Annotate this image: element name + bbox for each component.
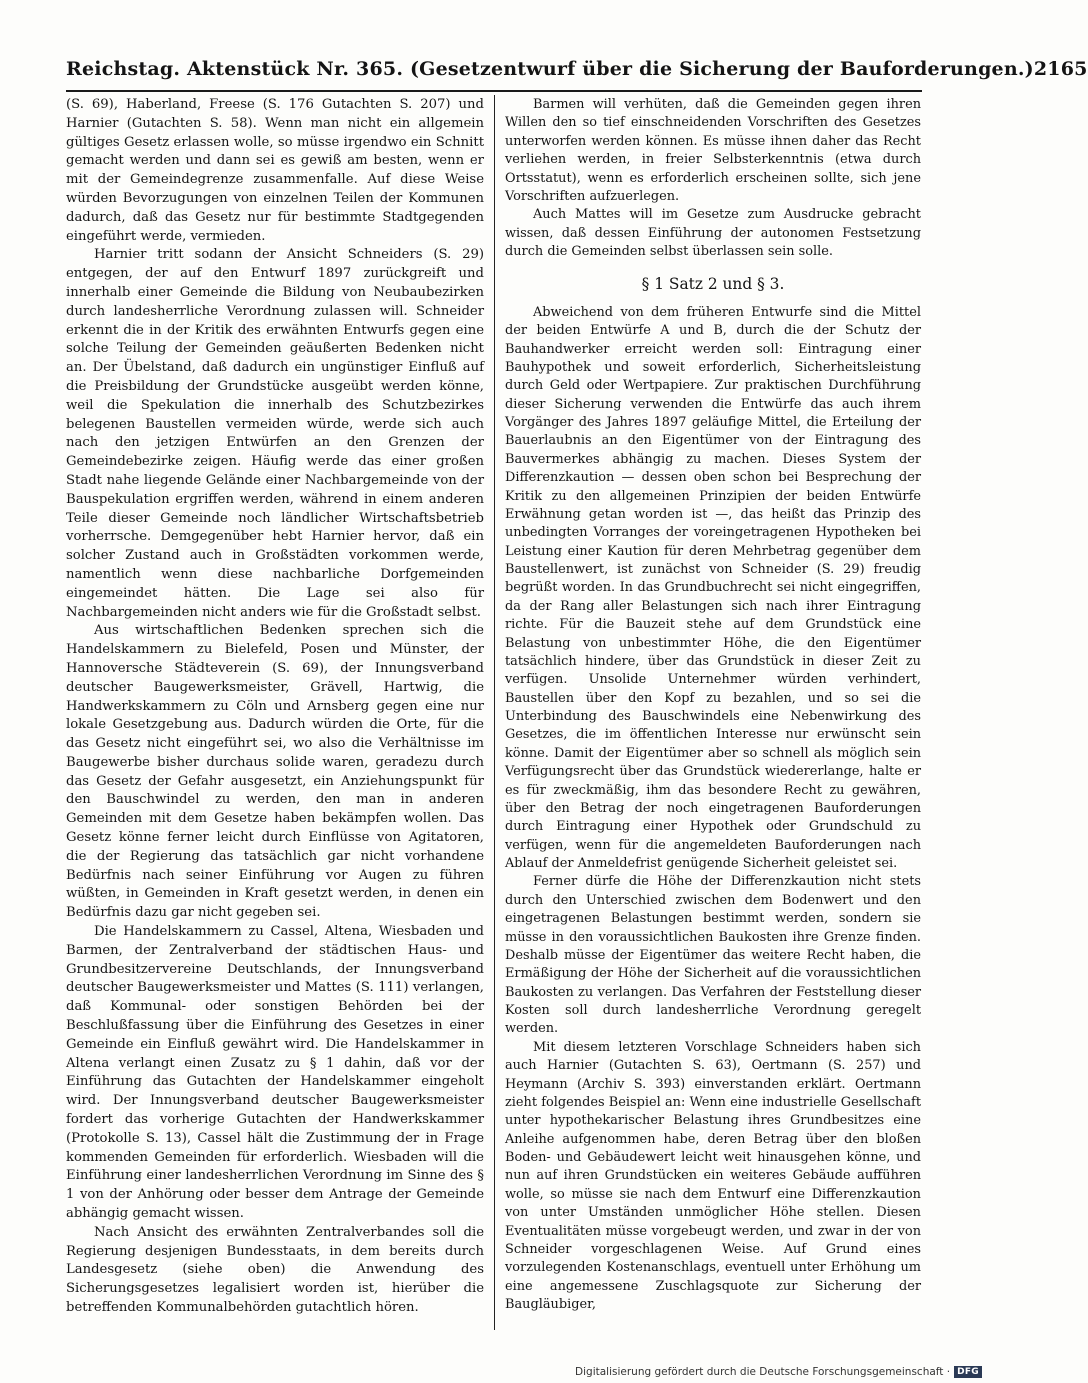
right-column xyxy=(505,96,921,1314)
paragraph: Barmen will verhüten, daß die Gemeinden gegen ihren Willen den so tief einschneidenden Vorschriften des Gesetzes unterworfen werden können. Es müsse ihnen daher das Recht verliehen werden, in freier Selbsterkenntnis (etwa durch Ortsstatut), wenn es erforderlich erscheinen sollte, sich jene Vorschriften aufzuerlegen. xyxy=(505,97,921,204)
paragraph: Mit diesem letzteren Vorschlage Schneiders haben sich auch Harnier (Gutachten S. 63), Oertmann (S. 257) und Heymann (Archiv S. 393) einverstanden erklärt. Oertmann zieht folgendes Beispiel an: Wenn eine industrielle Gesellschaft unter hypothekarischer Belastung ihres Grundbesitzes eine Anleihe aufgenommen habe, deren Betrag über den bloßen Boden- und Gebäudewert leicht weit hinausgehen könne, und nun auf ihren Grundstücken ein weiteres Gebäude aufführen wolle, so müsse sie nach dem Entwurf eine Differenzkaution von unter Umständen unmöglicher Höhe stellen. Diesen Eventualitäten müsse vorgebeugt werden, und zwar in der von Schneider vorgeschlagenen Weise. Auf Grund eines vorzulegenden Kostenanschlags, eventuell unter Erhöhung um eine angemessene Zuschlagsquote zur Sicherung der Baugläubiger, xyxy=(505,1039,921,1312)
left-column xyxy=(66,96,484,1318)
paragraph: Ferner dürfe die Höhe der Differenzkaution nicht stets durch den Unterschied zwischen dem Bodenwert und den eingetragenen Belastungen bestimmt werden, sondern sie müsse in den voraussichtlichen Baukosten ihre Grenze finden. Deshalb müsse der Eigentümer das weitere Recht haben, die Ermäßigung der Höhe der Sicherheit auf die voraussichtlichen Baukosten zu verlangen. Das Verfahren der Feststellung dieser Kosten soll durch landesherrliche Verordnung geregelt werden. xyxy=(505,874,921,1037)
section-heading: § 1 Satz 2 und § 3. xyxy=(641,275,785,294)
running-header xyxy=(66,58,1088,88)
paragraph: (S. 69), Haberland, Freese (S. 176 Gutachten S. 207) und Harnier (Gutachten S. 58). Wenn man nicht ein allgemein gültiges Gesetz erlassen wolle, so müsse irgendwo ein Schnitt gemacht werden und dann sei es gewiß am besten, wenn er mit der Gemeindegrenze zusammenfalle. Auf diese Weise würden Bevorzugungen von einzelnen Teilen der Kommunen dadurch, daß das Gesetz nur für bestimmte Stadtgegenden eingeführt werde, vermieden. xyxy=(66,97,484,244)
paragraph: Abweichend von dem früheren Entwurfe sind die Mittel der beiden Entwürfe A und B, durch die der Schutz der Bauhandwerker erreicht werden soll: Eintragung einer Bauhypothek und soweit erforderlich, Sicherheitsleistung durch Geld oder Wertpapiere. Zur praktischen Durchführung dieser Sicherung verwenden die Entwürfe das auch ihrem Vorgänger des Jahres 1897 geläufige Mittel, die Erteilung der Bauerlaubnis an den Eigentümer von der Eintragung des Bauvermerkes abhängig zu machen. Dieses System der Differenzkaution — dessen oben schon bei Besprechung der Kritik zu den allgemeinen Prinzipien der beiden Entwürfe Erwähnung getan worden ist —, das heißt das Prinzip des unbedingten Vorranges der voreingetragenen Hypotheken bei Leistung einer Kaution für deren Mehrbetrag gegenüber dem Baustellenwert, ist zunächst von Schneider (S. 29) freudig begrüßt worden. In das Grundbuchrecht sei nicht eingegriffen, da der Rang aller Belastungen sich nach ihrer Eintragung richte. Für die Bauzeit stehe auf dem Grundstück eine Belastung von unbestimmter Höhe, die den Eigentümer tatsächlich hindere, über das Grundstück in dieser Zeit zu verfügen. Unsolide Unternehmer würden verhindert, Baustellen über den Kopf zu bezahlen, und so sei die Unterbindung des Bauschwindels eine Nebenwirkung des Gesetzes, die im öffentlichen Interesse nur erwünscht sein könne. Damit der Eigentümer aber so schnell als möglich sein Verfügungsrecht über das Grundstück wiedererlange, halte er es für zweckmäßig, ihm das besondere Recht zu gewähren, über den Betrag der noch eingetragenen Bauforderungen durch Eintragung einer Hypothek oder Grundschuld zu verfügen, wenn für die angemeldeten Bauforderungen nach Ablauf der Anmeldefrist genügende Sicherheit geleistet sei. xyxy=(505,304,921,871)
paragraph: Aus wirtschaftlichen Bedenken sprechen sich die Handelskammern zu Bielefeld, Posen und Münster, der Hannoversche Städteverein (S. 69), der Innungsverband deutscher Baugewerksmeister, Grävell, Hartwig, die Handwerkskammern zu Cöln und Arnsberg gegen eine nur lokale Gesetzgebung aus. Dadurch würden die Orte, für die das Gesetz nicht eingeführt sei, wo also die Verhältnisse im Baugewerbe bisher durchaus solide waren, geradezu durch das Gesetz der Gefahr ausgesetzt, ein Anziehungspunkt für den Bauschwindel zu werden, den man in anderen Gemeinden mit dem Gesetze haben bekämpfen wollen. Das Gesetz könne ferner leicht durch Einflüsse von Agitatoren, die der Regierung das tatsächlich gar nicht vorhandene Bedürfnis nach seiner Einführung vor Augen zu führen wüßten, in Gemeinden in Kraft gesetzt werden, in denen ein Bedürfnis dazu gar nicht gegeben sei. xyxy=(66,623,484,921)
dfg-logo-icon: DFG xyxy=(954,1366,982,1378)
paragraph: Auch Mattes will im Gesetze zum Ausdrucke gebracht wissen, daß dessen Einführung der autonomen Festsetzung durch die Gemeinden selbst überlassen sein solle. xyxy=(505,207,921,259)
footer-text: Digitalisierung gefördert durch die Deutsche Forschungsgemeinschaft · xyxy=(575,1366,951,1378)
paragraph: Harnier tritt sodann der Ansicht Schneiders (S. 29) entgegen, der auf den Entwurf 1897 zurückgreift und innerhalb einer Gemeinde die Bildung von Neubaubezirken durch landesherrliche Verordnung zulassen will. Schneider erkennt die in der Kritik des erwähnten Entwurfs gegen eine solche Teilung der Gemeinden geäußerten Bedenken nicht an. Der Übelstand, daß dadurch ein ungünstiger Einfluß auf die Preisbildung der Grundstücke ausgeübt werden könne, weil die Spekulation die innerhalb des Schutzbezirkes belegenen Baustellen vermeiden würde, werde sich auch nach den jetzigen Entwürfen an den Grenzen der Gemeindebezirke zeigen. Häufig werde das einer großen Stadt nahe liegende Gelände einer Nachbargemeinde von der Bauspekulation ergriffen werden, während in einem anderen Teile dieser Gemeinde noch ländlicher Wirtschaftsbetrieb vorherrsche. Demgegenüber hebt Harnier hervor, daß ein solcher Zustand auch in Großstädten vorkommen werde, namentlich wenn diese nachbarliche Dorfgemeinden eingemeindet hätten. Die Lage sei also für Nachbargemeinden nicht anders wie für die Großstadt selbst. xyxy=(66,247,484,620)
column-divider xyxy=(494,95,495,1330)
page-number: 2165 xyxy=(1033,58,1088,80)
paragraph: Nach Ansicht des erwähnten Zentralverbandes soll die Regierung desjenigen Bundesstaats, in dem bereits durch Landesgesetz (siehe oben) die Anwendung des Sicherungsgesetzes legalisiert worden ist, hierüber die betreffenden Kommunalbehörden gutachtlich hören. xyxy=(66,1224,484,1315)
paragraph: Die Handelskammern zu Cassel, Altena, Wiesbaden und Barmen, der Zentralverband der städtischen Haus- und Grundbesitzervereine Deutschlands, der Innungsverband deutscher Baugewerksmeister und Mattes (S. 111) verlangen, daß Kommunal- oder sonstigen Behörden bei der Beschlußfassung über die Einführung des Gesetzes in einer Gemeinde ein Einfluß gewährt wird. Die Handelskammer in Altena verlangt einen Zusatz zu § 1 dahin, daß vor der Einführung das Gutachten der Handelskammer eingeholt wird. Der Innungsverband deutscher Baugewerksmeister fordert das vorherige Gutachten der Handwerkskammer (Protokolle S. 13), Cassel hält die Zustimmung der in Frage kommenden Gemeinden für erforderlich. Wiesbaden will die Einführung einer landesherrlichen Verordnung im Sinne des § 1 von der Anhörung oder besser dem Antrage der Gemeinde abhängig gemacht wissen. xyxy=(66,924,484,1222)
header-rule xyxy=(66,90,922,92)
header-title: Reichstag. Aktenstück Nr. 365. (Gesetzentwurf über die Sicherung der Bauforderungen.) xyxy=(66,58,1034,80)
digitization-footer xyxy=(575,1364,982,1380)
